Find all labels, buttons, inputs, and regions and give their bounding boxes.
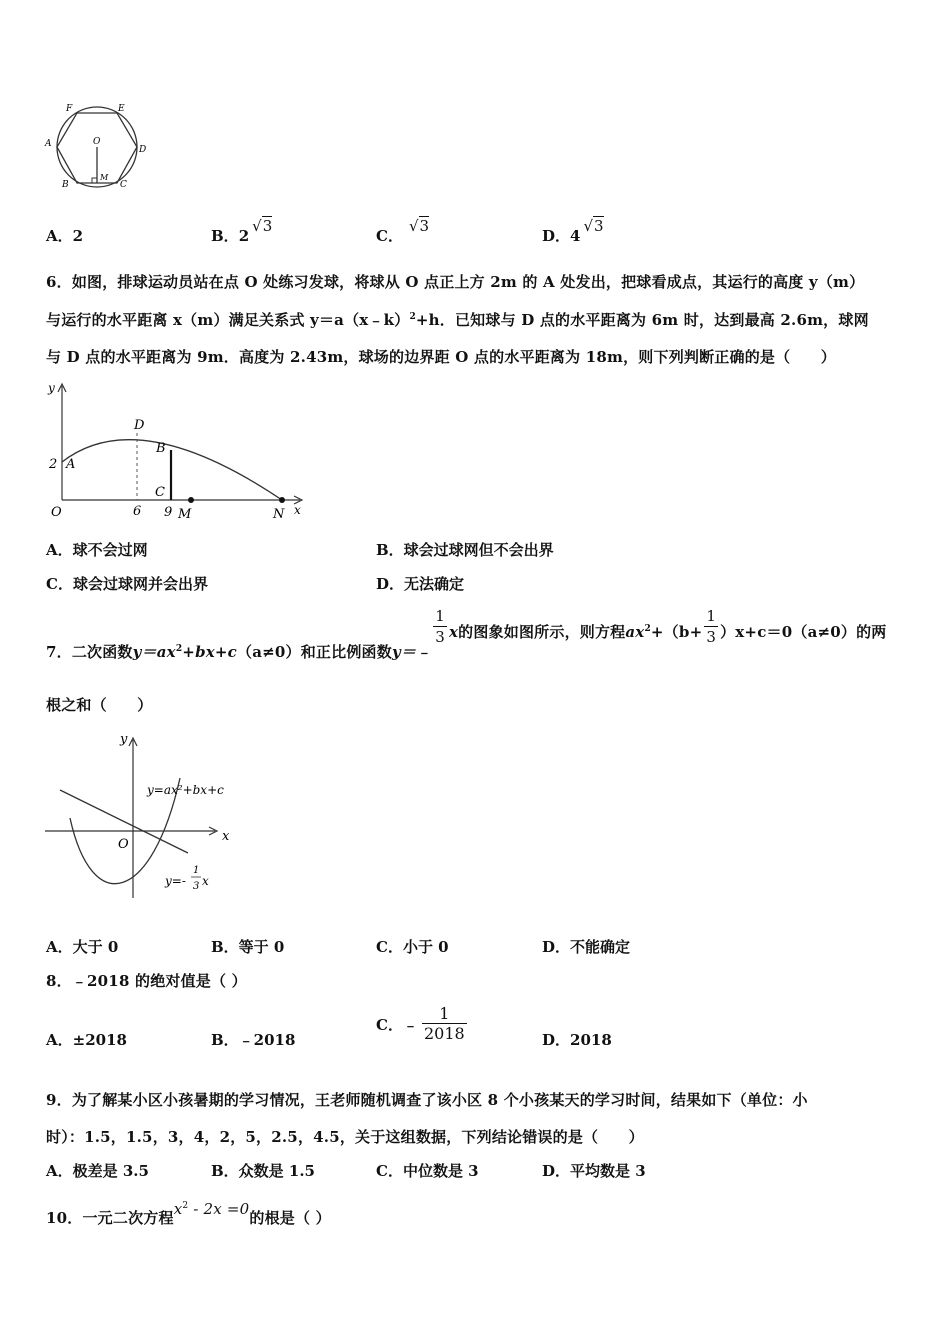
label-a: A — [66, 457, 76, 472]
label-line-den: 3 — [193, 881, 200, 892]
q7-line-1: 7．二次函数$y=ax^2+bx+c(a\ne 0)$和正比例函数y＝﹣ $\frac{1}{3}$ x的图象如图所示，则方程$ax^2+(b+$ $\frac{1}{3}$ ）x+c＝0（a≠0）的两 — [46, 607, 887, 661]
fraction-one-third: $\frac{1}{3}$ — [706, 607, 717, 646]
q5-option-b[interactable]: B．2√3 — [211, 217, 273, 245]
point-n — [279, 497, 285, 503]
label-e: E — [118, 104, 125, 114]
label-f: F — [66, 104, 73, 114]
q9-option-a[interactable]: A．极差是 3.5 — [46, 1162, 149, 1180]
q7-option-a[interactable]: A．大于 0 — [46, 938, 119, 956]
label-line-y: y=- — [165, 874, 186, 888]
label-9: 9 — [164, 505, 173, 520]
q6-line-3: 与 D 点的水平距离为 9m．高度为 2.43m，球场的边界距 O 点的水平距离为 18m，则下列判断正确的是（ ） — [46, 348, 836, 366]
q8-option-c[interactable]: C．﹣ $\frac{1}{2018}$ — [376, 1004, 465, 1043]
q8-stem: 8．﹣2018 的绝对值是（ ） — [46, 972, 247, 990]
label-o: O — [93, 137, 101, 147]
sqrt-3: √3 — [408, 217, 430, 235]
q6-option-c[interactable]: C．球会过球网并会出界 — [46, 575, 208, 593]
parabola-line-figure — [40, 728, 250, 903]
right-angle-mark — [92, 178, 97, 183]
label-y: y — [48, 381, 55, 395]
q6-option-a[interactable]: A．球不会过网 — [46, 541, 148, 559]
q8-option-b[interactable]: B．﹣2018 — [211, 1031, 296, 1049]
label-a: A — [45, 139, 52, 149]
sqrt-3: √3 — [252, 217, 273, 235]
q6-line-2: 与运行的水平距离 x（m）满足关系式 y＝a（x﹣k）$^2$+h．已知球与 D 点的水平距离为 6m 时，达到最高 2.6m，球网 — [46, 311, 869, 329]
q10-equation: $x^2 - 2x =0$ — [173, 1200, 250, 1218]
volleyball-trajectory-figure — [42, 378, 312, 523]
q5-option-a[interactable]: A．2 — [46, 227, 84, 245]
label-d: D — [139, 145, 147, 155]
label-2: 2 — [49, 457, 58, 472]
fraction-one-third: $\frac{1}{3}$ — [435, 607, 446, 646]
q9-line-2: 时）：1.5，1.5，3，4，2，5，2.5，4.5，关于这组数据，下列结论错误的是（ ） — [46, 1128, 644, 1146]
q9-line-1: 9．为了解某小区小孩暑期的学习情况，王老师随机调查了该小区 8 个小孩某天的学习时间，结果如下（单位：小 — [46, 1091, 808, 1109]
label-b: B — [156, 441, 166, 456]
label-o: O — [118, 837, 129, 852]
label-m: M — [178, 507, 192, 522]
q7-line-2: 根之和（ ） — [46, 696, 153, 714]
label-o: O — [51, 505, 62, 520]
label-d: D — [134, 418, 145, 433]
label-c: C — [155, 485, 165, 500]
q8-option-d[interactable]: D．2018 — [542, 1031, 612, 1049]
label-y: y — [120, 732, 128, 747]
label-m: M — [100, 173, 109, 182]
q6-line-1: 6．如图，排球运动员站在点 O 处练习发球，将球从 O 点正上方 2m 的 A 处发出，把球看成点，其运行的高度 y（m） — [46, 273, 865, 291]
q6-option-d[interactable]: D．无法确定 — [376, 575, 465, 593]
label-n: N — [273, 507, 285, 522]
label-line-num: 1 — [193, 865, 200, 876]
q8-option-a[interactable]: A．±2018 — [46, 1031, 127, 1049]
sqrt-3: √3 — [583, 217, 604, 235]
label-b: B — [62, 180, 69, 190]
q7-option-c[interactable]: C．小于 0 — [376, 938, 449, 956]
q7-option-d[interactable]: D．不能确定 — [542, 938, 631, 956]
label-line-x: x — [202, 874, 209, 888]
label-x: x — [294, 503, 301, 517]
label-6: 6 — [133, 504, 142, 519]
point-m — [188, 497, 194, 503]
q7-option-b[interactable]: B．等于 0 — [211, 938, 285, 956]
label-parabola: y=ax²+bx+c — [147, 783, 224, 797]
q5-option-d[interactable]: D．4√3 — [542, 217, 604, 245]
label-x: x — [222, 829, 230, 844]
hexagon-circle-figure — [40, 100, 160, 195]
fraction-one-over-2018: $\frac{1}{2018}$ — [423, 1004, 465, 1043]
q9-option-b[interactable]: B．众数是 1.5 — [211, 1162, 315, 1180]
q9-option-d[interactable]: D．平均数是 3 — [542, 1162, 646, 1180]
q10-stem: 10．一元二次方程$x^2 - 2x =0$的根是（ ） — [46, 1200, 331, 1227]
q9-option-c[interactable]: C．中位数是 3 — [376, 1162, 479, 1180]
q5-option-c[interactable]: C．√3 — [376, 217, 430, 245]
label-c: C — [120, 180, 127, 190]
q6-option-b[interactable]: B．球会过球网但不会出界 — [376, 541, 554, 559]
